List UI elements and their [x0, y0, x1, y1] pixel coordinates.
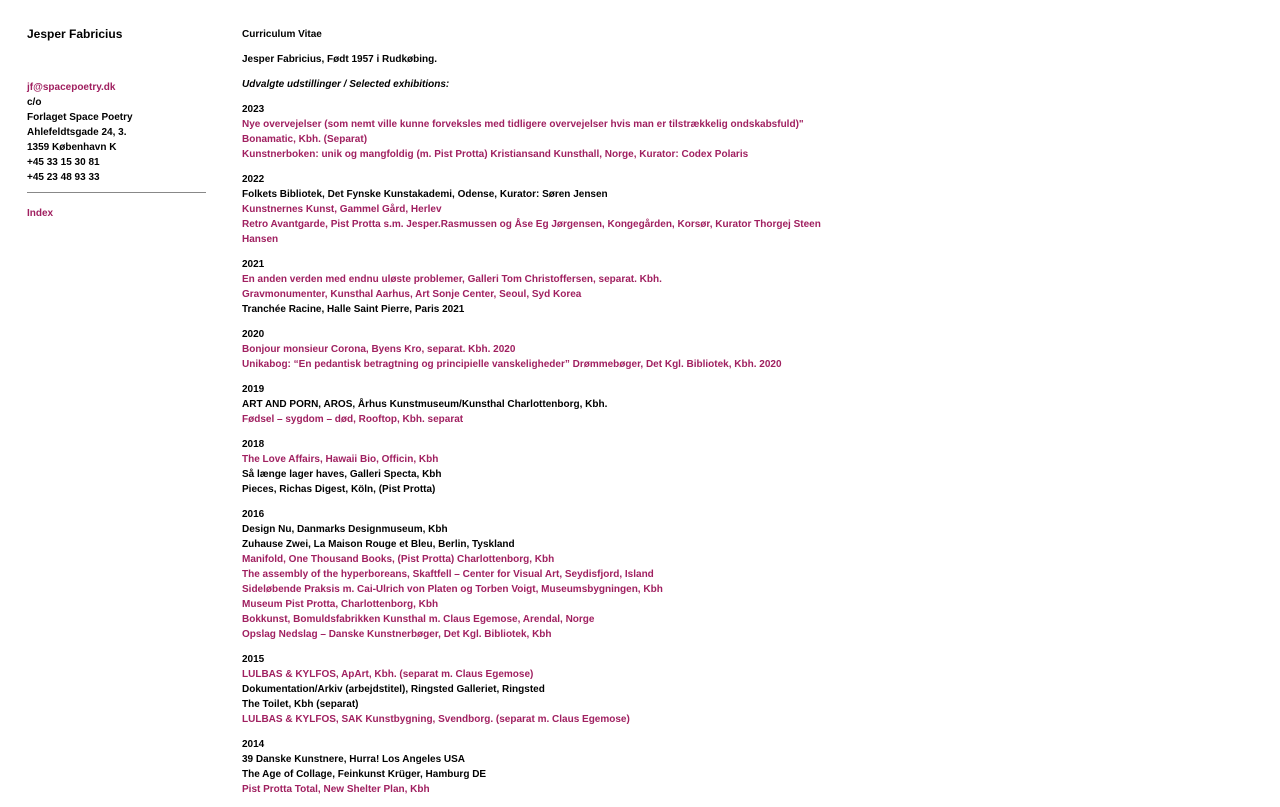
- cv-content: [242, 27, 842, 807]
- exhibition-link[interactable]: The Love Affairs, Hawaii Bio, Officin, Kbh: [242, 454, 439, 465]
- exhibition-link[interactable]: Pist Protta Total, New Shelter Plan, Kbh: [242, 784, 430, 795]
- exhibition-link[interactable]: En anden verden med endnu uløste problemer, Galleri Tom Christoffersen, separat. Kbh.: [242, 274, 662, 285]
- year-section: [242, 437, 842, 497]
- contact-line: Ahlefeldtsgade 24, 3.: [27, 127, 127, 138]
- contact-line: 1359 København K: [27, 142, 117, 153]
- exhibition-link[interactable]: Retro Avantgarde, Pist Protta s.m. Jesper.Rasmussen og Åse Eg Jørgensen, Kongegården, Korsør, Kurator Thorgej Steen Hansen: [242, 219, 821, 245]
- year-section: [242, 327, 842, 372]
- year-label: 2021: [242, 259, 265, 270]
- exhibition-entry: The Age of Collage, Feinkunst Krüger, Hamburg DE: [242, 769, 487, 780]
- exhibition-link[interactable]: Bonjour monsieur Corona, Byens Kro, separat. Kbh. 2020: [242, 344, 516, 355]
- exhibition-link[interactable]: Opslag Nedslag – Danske Kunstnerbøger, Det Kgl. Bibliotek, Kbh: [242, 629, 552, 640]
- exhibition-link[interactable]: Museum Pist Protta, Charlottenborg, Kbh: [242, 599, 439, 610]
- cv-heading: Curriculum Vitae: [242, 29, 322, 40]
- contact-line: +45 33 15 30 81: [27, 157, 100, 168]
- contact-line: +45 23 48 93 33: [27, 172, 100, 183]
- year-section: [242, 382, 842, 427]
- year-section: [242, 507, 842, 642]
- exhibition-entry: Zuhause Zwei, La Maison Rouge et Bleu, Berlin, Tyskland: [242, 539, 515, 550]
- exhibition-link[interactable]: Nye overvejelser (som nemt ville kunne forveksles med tidligere overvejelser hvis man er tilstrækkelig ondskabsfuld)" Bonamatic, Kbh. (Separat): [242, 119, 804, 145]
- contact-info: [27, 80, 133, 185]
- exhibition-link[interactable]: Fødsel – sygdom – død, Rooftop, Kbh. separat: [242, 414, 464, 425]
- year-label: 2019: [242, 384, 265, 395]
- exhibition-entry: Pieces, Richas Digest, Köln, (Pist Protta): [242, 484, 436, 495]
- year-section: [242, 102, 842, 162]
- year-section: [242, 257, 842, 317]
- contact-line: Forlaget Space Poetry: [27, 112, 133, 123]
- exhibition-link[interactable]: Unikabog: “En pedantisk betragtning og principielle vanskeligheder” Drømmebøger, Det Kgl. Bibliotek, Kbh. 2020: [242, 359, 782, 370]
- birth-info: Jesper Fabricius, Født 1957 i Rudkøbing.: [242, 54, 438, 65]
- year-section: [242, 172, 842, 247]
- exhibition-link[interactable]: LULBAS & KYLFOS, ApArt, Kbh. (separat m. Claus Egemose): [242, 669, 534, 680]
- exhibitions-list: [242, 102, 842, 797]
- exhibition-link[interactable]: LULBAS & KYLFOS, SAK Kunstbygning, Svendborg. (separat m. Claus Egemose): [242, 714, 630, 725]
- exhibition-entry: 39 Danske Kunstnere, Hurra! Los Angeles USA: [242, 754, 466, 765]
- year-label: 2016: [242, 509, 265, 520]
- exhibition-entry: ART AND PORN, AROS, Århus Kunstmuseum/Kunsthal Charlottenborg, Kbh.: [242, 399, 608, 410]
- year-section: [242, 652, 842, 727]
- site-title: Jesper Fabricius: [27, 27, 123, 41]
- exhibition-link[interactable]: Manifold, One Thousand Books, (Pist Protta) Charlottenborg, Kbh: [242, 554, 555, 565]
- year-label: 2020: [242, 329, 265, 340]
- exhibitions-heading: Udvalgte udstillinger / Selected exhibitions:: [242, 79, 450, 90]
- email-link[interactable]: jf@spacepoetry.dk: [27, 82, 116, 93]
- exhibition-link[interactable]: The assembly of the hyperboreans, Skaftfell – Center for Visual Art, Seydisfjord, Island: [242, 569, 654, 580]
- contact-line: c/o: [27, 97, 42, 108]
- divider: [27, 192, 206, 193]
- exhibition-link[interactable]: Bokkunst, Bomuldsfabrikken Kunsthal m. Claus Egemose, Arendal, Norge: [242, 614, 595, 625]
- exhibition-entry: Så længe lager haves, Galleri Specta, Kbh: [242, 469, 442, 480]
- year-label: 2018: [242, 439, 265, 450]
- exhibition-link[interactable]: Gravmonumenter, Kunsthal Aarhus, Art Sonje Center, Seoul, Syd Korea: [242, 289, 582, 300]
- exhibition-link[interactable]: Sideløbende Praksis m. Cai-Ulrich von Platen og Torben Voigt, Museumsbygningen, Kbh: [242, 584, 663, 595]
- exhibition-link[interactable]: Kunstnerboken: unik og mangfoldig (m. Pist Protta) Kristiansand Kunsthall, Norge, Kurator: Codex Polaris: [242, 149, 749, 160]
- year-label: 2015: [242, 654, 265, 665]
- exhibition-entry: Folkets Bibliotek, Det Fynske Kunstakademi, Odense, Kurator: Søren Jensen: [242, 189, 608, 200]
- exhibition-entry: Dokumentation/Arkiv (arbejdstitel), Ringsted Galleriet, Ringsted: [242, 684, 545, 695]
- exhibition-entry: Tranchée Racine, Halle Saint Pierre, Paris 2021: [242, 304, 465, 315]
- exhibition-entry: Design Nu, Danmarks Designmuseum, Kbh: [242, 524, 448, 535]
- index-link[interactable]: Index: [27, 208, 54, 219]
- year-label: 2023: [242, 104, 265, 115]
- exhibition-link[interactable]: Kunstnernes Kunst, Gammel Gård, Herlev: [242, 204, 442, 215]
- year-label: 2022: [242, 174, 265, 185]
- year-label: 2014: [242, 739, 265, 750]
- exhibition-entry: The Toilet, Kbh (separat): [242, 699, 359, 710]
- year-section: [242, 737, 842, 797]
